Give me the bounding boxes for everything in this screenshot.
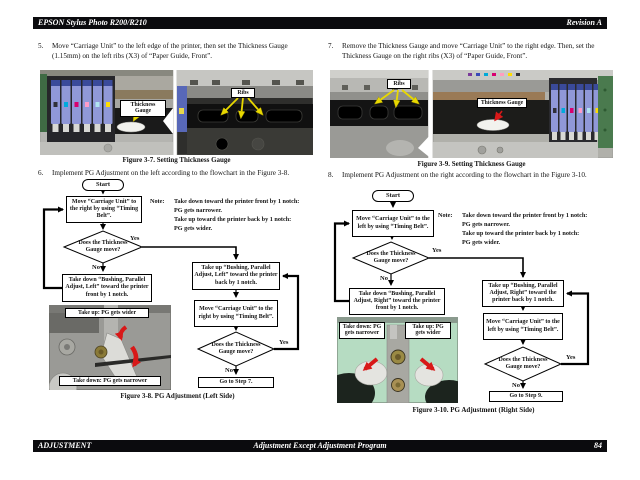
- figure-3-9-photo-art: [330, 70, 613, 158]
- start-node: Start: [82, 179, 124, 191]
- decision-1-text: Does the Thickness Gauge move?: [366, 251, 416, 264]
- note-text: Take down toward the printer front by 1 notch: PG gets narrower. Take up toward the printer back by 1 notch: PG gets wider.: [174, 198, 300, 232]
- go-to-step-box: Go to Step 7.: [198, 377, 274, 388]
- step-5-text: Move “Carriage Unit” to the left edge of the printer, then set the Thickness Gauge (1.15mm) on the left ribs (X3) of “Paper Guide, Front”.: [52, 42, 288, 60]
- page-footer-bar: [33, 440, 607, 452]
- note-text: Take down toward the printer front by 1 notch: PG gets narrower. Take up toward the printer back by 1 notch: PG gets wider.: [462, 212, 588, 246]
- thickness-gauge-label: Thickness Gauge: [120, 100, 166, 117]
- ribs-label: Ribs: [387, 79, 411, 89]
- take-down-label: Take down: PG gets narrower: [339, 322, 385, 339]
- thickness-gauge-left: [117, 122, 145, 132]
- footer-section: ADJUSTMENT: [38, 441, 92, 450]
- take-up-label: Take up: PG gets wider: [65, 308, 149, 318]
- move-carriage-box: Move “Carriage Unit” to the left by using “Timing Belt”.: [352, 210, 434, 237]
- thickness-gauge-right: [477, 120, 509, 131]
- figure-3-7-caption: Figure 3-7. Setting Thickness Gauge: [122, 156, 231, 164]
- figure-3-8-photo: [49, 305, 171, 390]
- yes-label-1: Yes: [432, 247, 442, 254]
- step-7-number: 7.: [328, 42, 334, 50]
- ribs-label: Ribs: [231, 88, 255, 98]
- flowchart-left: [40, 178, 315, 393]
- note-label: Note:: [150, 198, 165, 205]
- take-down-label: Take down: PG gets narrower: [59, 376, 161, 386]
- go-to-step-box: Go to Step 9.: [489, 391, 563, 402]
- footer-page-number: 84: [594, 441, 602, 450]
- decision-2-text: Does the Thickness Gauge move?: [211, 342, 261, 355]
- yes-label-1: Yes: [130, 235, 140, 242]
- step-8-number: 8.: [328, 171, 334, 179]
- step-5-number: 5.: [38, 42, 44, 50]
- no-label-1: No: [380, 275, 388, 282]
- figure-3-10-photo: [337, 317, 458, 403]
- figure-3-9-caption: Figure 3-9. Setting Thickness Gauge: [417, 160, 526, 168]
- take-up-label: Take up: PG gets wider: [405, 322, 451, 339]
- decision-1-text: Does the Thickness Gauge move?: [78, 240, 128, 253]
- yes-label-2: Yes: [566, 354, 576, 361]
- step-7-text: Remove the Thickness Gauge and move “Carriage Unit” to the right edge. Then, set the Thickness Gauge on the right ribs (X3) of “Paper Guide, Front”.: [342, 42, 595, 60]
- figure-3-7-photo-art: [40, 70, 313, 155]
- no-label-2: No: [512, 382, 520, 389]
- start-node: Start: [372, 190, 414, 202]
- page-header-bar: [33, 17, 607, 29]
- figure-3-8-caption: Figure 3-8. PG Adjustment (Left Side): [120, 392, 235, 400]
- take-up-bushing-box: Take up “Bushing, Parallel Adjust, Right” toward the printer back by 1 notch.: [482, 280, 564, 307]
- note-label: Note:: [438, 212, 453, 219]
- move-carriage-box-2: Move “Carriage Unit” to the left by using “Timing Belt”.: [483, 313, 563, 340]
- decision-2-text: Does the Thickness Gauge move?: [498, 357, 548, 370]
- take-up-bushing-box: Take up “Bushing, Parallel Adjust, Left” toward the printer back by 1 notch.: [192, 262, 280, 290]
- flowchart-right: [332, 188, 615, 406]
- move-carriage-box-2: Move “Carriage Unit” to the right by using “Timing Belt”.: [194, 300, 278, 327]
- no-label-2: No: [225, 367, 233, 374]
- thickness-gauge-label: Thickness Gauge: [477, 98, 527, 108]
- footer-chapter: Adjustment Except Adjustment Program: [253, 441, 387, 450]
- yes-label-2: Yes: [279, 339, 289, 346]
- no-label-1: No: [92, 264, 100, 271]
- take-down-bushing-box: Take down “Bushing, Parallel Adjust, Left” toward the printer front by 1 notch.: [62, 274, 152, 302]
- figure-3-9-photos: [330, 70, 613, 158]
- product-title: EPSON Stylus Photo R200/R210: [38, 18, 147, 27]
- step-8-text: Implement PG Adjustment on the right according to the flowchart in the Figure 3-10.: [342, 171, 587, 179]
- move-carriage-box: Move “Carriage Unit” to the right by using “Timing Belt”.: [66, 196, 142, 223]
- figure-3-7-photos: [40, 70, 313, 155]
- figure-3-10-caption: Figure 3-10. PG Adjustment (Right Side): [412, 406, 535, 414]
- step-6-text: Implement PG Adjustment on the left according to the flowchart in the Figure 3-8.: [52, 169, 290, 177]
- revision-label: Revision A: [566, 18, 602, 27]
- step-6-number: 6.: [38, 169, 44, 177]
- take-down-bushing-box: Take down “Bushing, Parallel Adjust, Right” toward the printer front by 1 notch.: [349, 288, 445, 315]
